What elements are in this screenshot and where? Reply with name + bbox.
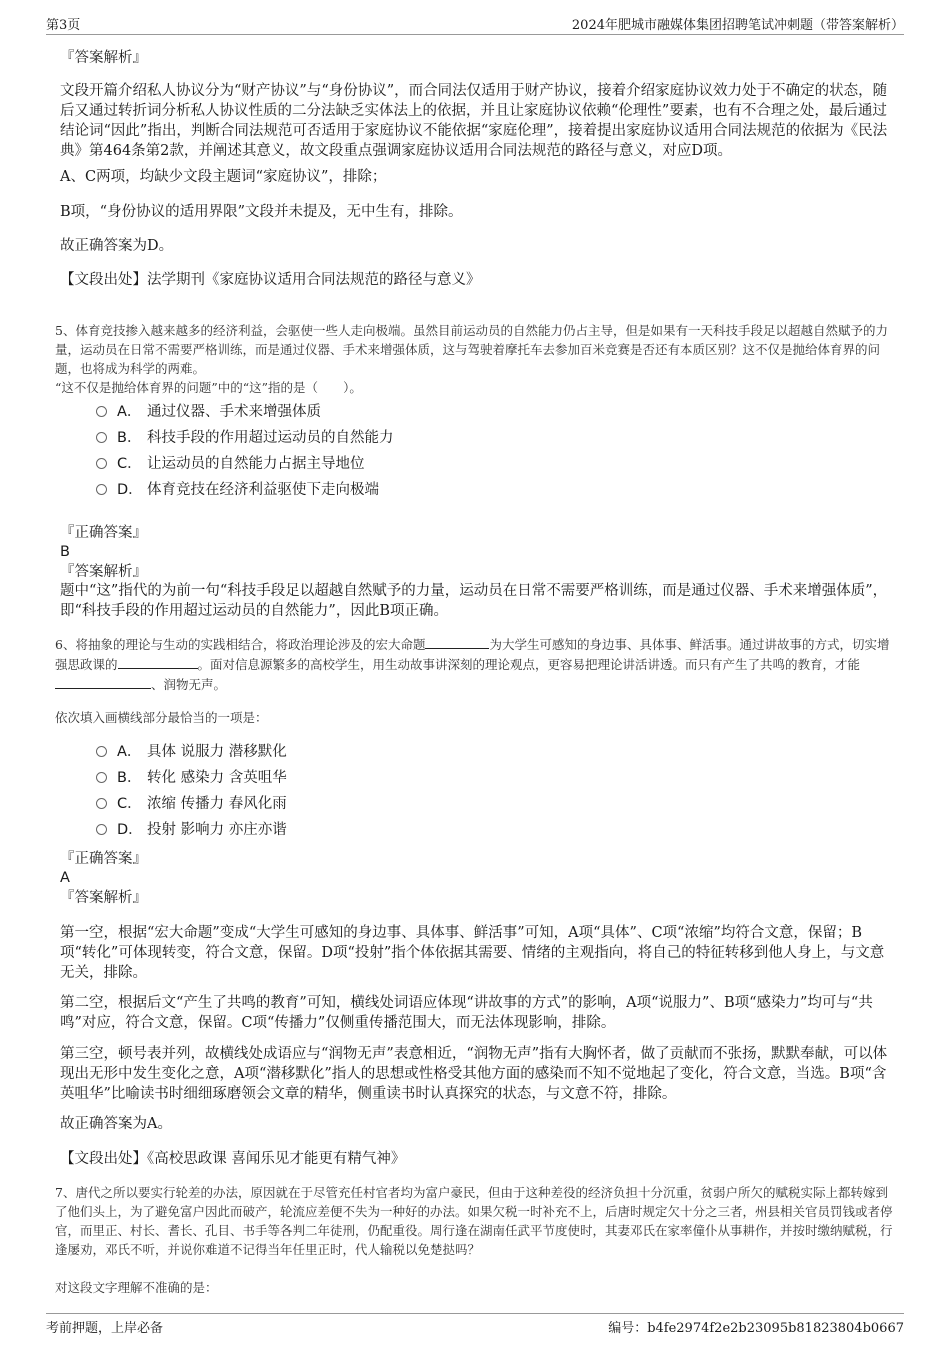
question-prompt: “这不仅是抛给体育界的问题”中的“这”指的是（ ）。 <box>55 380 362 395</box>
radio-icon[interactable] <box>96 798 107 809</box>
fill-blank <box>118 654 198 669</box>
correct-answer: A <box>60 870 70 886</box>
correct-answer: B <box>60 544 70 560</box>
analysis-paragraph: 文段开篇介绍私人协议分为“财产协议”与“身份协议”，而合同法仅适用于财产协议，接着介绍家庭协议效力处于不确定的状态，随后又通过转折词分析私人协议性质的二分法缺乏实体法上的依据，并且让家庭协议依赖“伦理性”要素，也有不合理之处，最后通过结论词“因此”指出，判断合同法规范可否适用于家庭协议不能依据“家庭伦理”，接着提出家庭协议适用合同法规范的依据为《民法典》第464条第2款，并阐述其意义，故文段重点强调家庭协议适用合同法规范的路径与意义，对应D项。 <box>60 83 888 159</box>
question-stem: 7、唐代之所以要实行轮差的办法，原因就在于尽管充任村官者均为富户豪民，但由于这种差役的经济负担十分沉重，贫弱户所欠的赋税实际上都转嫁到了他们头上，为了避免富户因此而破产，轮流应差便不失为一种好的办法。如果欠税一时补充不上，后唐时规定欠十分之三者，州县相关官员罚钱或者停官，而里正、村长、耆长、孔目、书手等各判二年徒刑，仍配重役。周行逢在湖南任武平节度使时，其妻邓氏在家率僮仆从事耕作，并按时缴纳赋税，行逢屡劝，邓氏不听，并说你难道不记得当年任里正时，代人输税以免楚挞吗？ <box>55 1185 893 1257</box>
analysis-paragraph: 第二空，根据后文“产生了共鸣的教育”可知，横线处词语应体现“讲故事的方式”的影响，A项“说服力”、B项“感染力”均可与“共鸣”对应，符合文意，保留。C项“传播力”仅侧重传播范围大，而无法体现影响，排除。 <box>60 995 873 1031</box>
option-a[interactable]: A． 通过仪器、手术来增强体质 <box>96 402 321 422</box>
answer-label: 『正确答案』 <box>60 851 147 867</box>
option-c[interactable]: C． 浓缩 传播力 春风化雨 <box>96 794 287 814</box>
option-b[interactable]: B． 转化 感染力 含英咀华 <box>96 768 287 788</box>
fill-blank <box>425 634 489 649</box>
analysis-paragraph: 题中“这”指代的为前一句“科技手段足以超越自然赋予的力量，运动员在日常不需要严格训练，而是通过仪器、手术来增强体质”，即“科技手段的作用超过运动员的自然能力”，因此B项正确。 <box>60 583 888 619</box>
analysis-label: 『答案解析』 <box>60 50 147 66</box>
footer-slogan: 考前押题，上岸必备 <box>46 1321 164 1336</box>
question-prompt: 依次填入画横线部分最恰当的一项是： <box>55 710 268 725</box>
option-b[interactable]: B． 科技手段的作用超过运动员的自然能力 <box>96 428 394 448</box>
document-title: 2024年肥城市融媒体集团招聘笔试冲刺题（带答案解析） <box>571 18 904 33</box>
radio-icon[interactable] <box>96 458 107 469</box>
radio-icon[interactable] <box>96 432 107 443</box>
analysis-paragraph: B项，“身份协议的适用界限”文段并未提及，无中生有，排除。 <box>60 204 463 220</box>
page-number: 第3页 <box>46 18 81 33</box>
radio-icon[interactable] <box>96 824 107 835</box>
answer-conclusion: 故正确答案为D。 <box>60 238 174 254</box>
document-id: 编号：b4fe2974f2e2b23095b81823804b0667 <box>608 1321 904 1336</box>
question-stem: 5、体育竞技掺入越来越多的经济利益，会驱使一些人走向极端。虽然目前运动员的自然能力仍占主导，但是如果有一天科技手段足以超越自然赋予的力量，运动员在日常不需要严格训练，而是通过仪器、手术来增强体质，这与驾驶着摩托车去参加百米竞赛是否还有本质区别？这不仅是抛给体育界的问题，也将成为科学的两难。 <box>55 323 888 376</box>
radio-icon[interactable] <box>96 772 107 783</box>
analysis-label: 『答案解析』 <box>60 890 147 906</box>
analysis-paragraph: 第一空，根据“宏大命题”变成“大学生可感知的身边事、具体事、鲜活事”可知，A项“具体”、C项“浓缩”均符合文意，保留；B项“转化”可体现转变，符合文意，保留。D项“投射”指个体依据其需要、情绪的主观指向，将自己的特征转移到他人身上，与文意无关，排除。 <box>60 925 885 981</box>
source-citation: 【文段出处】《高校思政课 喜闻乐见才能更有精气神》 <box>60 1151 406 1167</box>
analysis-paragraph: 第三空，顿号表并列，故横线处成语应与“润物无声”表意相近，“润物无声”指有大胸怀者，做了贡献而不张扬，默默奉献，可以体现出无形中发生变化之意，A项“潜移默化”指人的思想或性格受其他方面的感染而不知不觉地起了变化，符合文意，当选。B项“含英咀华”比喻读书时细细琢磨领会文章的精华，侧重读书时认真探究的状态，与文意不符，排除。 <box>60 1046 888 1102</box>
radio-icon[interactable] <box>96 484 107 495</box>
radio-icon[interactable] <box>96 746 107 757</box>
radio-icon[interactable] <box>96 406 107 417</box>
option-c[interactable]: C． 让运动员的自然能力占据主导地位 <box>96 454 365 474</box>
analysis-paragraph: A、C两项，均缺少文段主题词“家庭协议”，排除； <box>60 169 387 185</box>
option-d[interactable]: D． 体育竞技在经济利益驱使下走向极端 <box>96 480 379 500</box>
page-footer <box>46 1313 904 1336</box>
question-prompt: 对这段文字理解不准确的是： <box>55 1280 218 1295</box>
source-citation: 【文段出处】法学期刊《家庭协议适用合同法规范的路径与意义》 <box>60 272 481 288</box>
analysis-label: 『答案解析』 <box>60 564 147 580</box>
answer-label: 『正确答案』 <box>60 525 147 541</box>
answer-conclusion: 故正确答案为A。 <box>60 1116 172 1132</box>
option-a[interactable]: A． 具体 说服力 潜移默化 <box>96 742 287 762</box>
question-stem: 6、将抽象的理论与生动的实践相结合，将政治理论涉及的宏大命题 为大学生可感知的身边事、具体事、鲜活事。通过讲故事的方式，切实增强思政课的 。面对信息源繁多的高校学生，用生动故事讲深刻的理论观点，更容易把理论讲活讲透。而只有产生了共鸣的教育，才能、润物无声。 <box>55 634 895 694</box>
fill-blank <box>55 674 151 689</box>
page-header <box>46 14 904 35</box>
option-d[interactable]: D． 投射 影响力 亦庄亦谐 <box>96 820 287 840</box>
